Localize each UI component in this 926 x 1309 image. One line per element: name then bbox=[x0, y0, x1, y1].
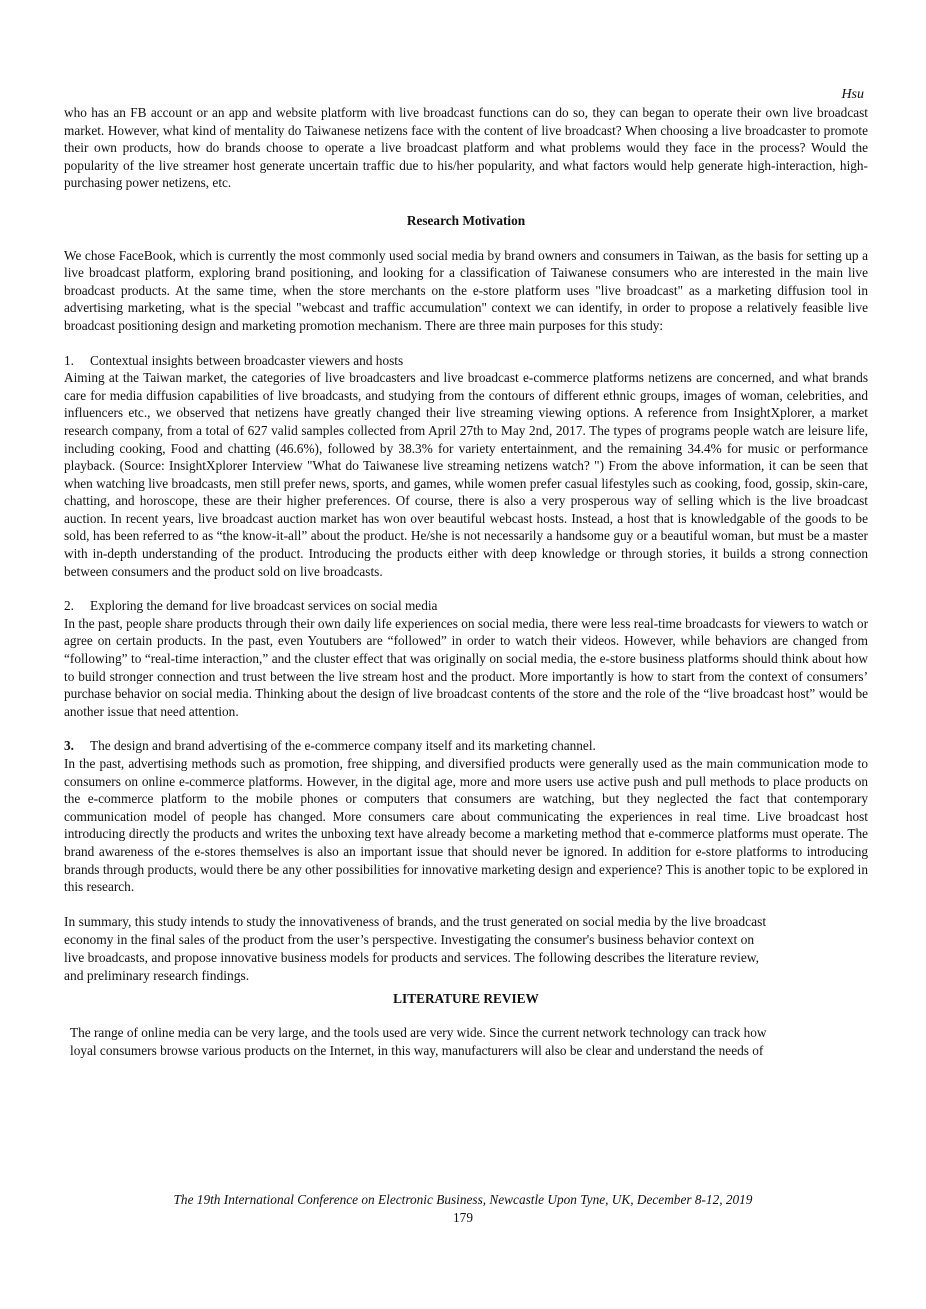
summary-paragraph bbox=[64, 913, 868, 985]
purpose-item-3-number: 3. bbox=[64, 738, 74, 754]
literature-line: The range of online media can be very large, and the tools used are very wide. Since the current network technology can track how bbox=[70, 1025, 767, 1041]
purpose-item-1-number: 1. bbox=[64, 352, 74, 368]
literature-line: loyal consumers browse various products on the Internet, in this way, manufacturers will also be clear and understand the needs of bbox=[70, 1042, 764, 1058]
research-motivation-heading: Research Motivation bbox=[406, 212, 526, 228]
page-number: 179 bbox=[453, 1210, 473, 1225]
motivation-paragraph: We chose FaceBook, which is currently the most commonly used social media by brand owners and consumers in Taiwan, as the basis for setting up a live broadcast platform, exploring brand positioning, and looking for a classification of Taiwanese consumers who are interested in the main live broadcast products. At the same time, when the store merchants on the e-store platform uses "live broadcast" as a marketing diffusion tool in advertising marketing, what is the special "webcast and traffic accumulation" context we can identify, in order to propose a relatively feasible live broadcast positioning design and marketing promotion mechanism. There are three main purposes for this study: bbox=[64, 247, 868, 333]
conference-footer: The 19th International Conference on Electronic Business, Newcastle Upon Tyne, UK, December 8-12, 2019 bbox=[173, 1192, 753, 1207]
page-body bbox=[64, 104, 868, 1060]
purpose-item-2-number: 2. bbox=[64, 598, 74, 614]
purpose-item-3-heading: The design and brand advertising of the e-commerce company itself and its marketing channel. bbox=[90, 738, 596, 754]
summary-line: live broadcasts, and propose innovative business models for products and services. The following describes the literature review, bbox=[64, 949, 760, 965]
purpose-item-2-title bbox=[64, 597, 868, 615]
purpose-item-1-heading: Contextual insights between broadcaster viewers and hosts bbox=[90, 352, 404, 368]
running-head: Hsu bbox=[841, 87, 864, 102]
purpose-item-1-text: Aiming at the Taiwan market, the categories of live broadcasters and live broadcast e-commerce platforms netizens are concerned, and what brands care for media diffusion capabilities of live broadcasts, and studying from the contours of different ethnic groups, images of woman, celebrities, and influencers etc., we observed that netizens have greatly changed their live streaming viewing options. A reference from InsightXplorer, a market research company, from a total of 627 valid samples collected from April 27th to May 2nd, 2017. The types of programs people watch are leisure life, including cooking, Food and chatting (46.6%), followed by 38.3% for variety entertainment, and the remaining 34.4% for music or performance playback. (Source: InsightXplorer Interview "What do Taiwanese live streaming netizens watch? ") From the above information, it can be seen that when watching live broadcasts, men still prefer news, sports, and games, while women prefer casual lifestyles such as cooking, food, gossip, skin-care, chatting, and horoscope, these are their higher preferences. Of course, there is also a very prosperous way of selling which is the live broadcast auction. In recent years, live broadcast auction market has won over beautiful webcast hosts. Instead, a host that is knowledgable of the goods to be sold, has been referred to as “the know-it-all” about the product. He/she is not necessarily a handsome guy or a beautiful woman, but must be a master with in-depth understanding of the product. Introducing the products either with deep knowledge or through stories, it builds a strong connection between consumers and the product sold on live broadcasts. bbox=[64, 370, 868, 579]
purpose-item-1-title bbox=[64, 352, 868, 370]
summary-line: and preliminary research findings. bbox=[64, 967, 250, 983]
literature-review-heading: LITERATURE REVIEW bbox=[393, 990, 539, 1006]
purpose-item-2-text: In the past, people share products through their own daily life experiences on social media, there were less real-time broadcasts for viewers to watch or agree on certain products. In the past, even Youtubers are “followed” in order to watch their videos. However, while behaviors are changed from “following” to “real-time interaction,” and the cluster effect that was originally on social media, the e-store business platforms should think about how to build stronger connection and trust between the live stream host and the product. More importantly is how to start from the context of consumers’ purchase behavior on social media. Thinking about the design of live broadcast contents of the store and the role of the “live broadcast host” would be another issue that need attention. bbox=[64, 615, 868, 719]
summary-line: In summary, this study intends to study the innovativeness of brands, and the trust generated on social media by the live broadcast bbox=[64, 913, 767, 929]
purpose-item-3-title bbox=[64, 737, 868, 755]
literature-paragraph bbox=[64, 1024, 868, 1059]
intro-paragraph: who has an FB account or an app and website platform with live broadcast functions can do so, they can began to operate their own live broadcast market. However, what kind of mentality do Taiwanese netizens face with the content of live broadcast? When choosing a live broadcaster to promote their own products, how do brands choose to operate a live broadcast platform and what problems would they face in the process? Would the popularity of the live streamer host generate uncertain traffic due to his/her popularity, and what factors would help generate high-interaction, high-purchasing power netizens, etc. bbox=[64, 105, 868, 191]
purpose-item-3-text: In the past, advertising methods such as promotion, free shipping, and diversified products were generally used as the main communication mode to consumers on online e-commerce platforms. However, in the digital age, more and more users use active push and pull methods to place products on the e-commerce platform to the mobile phones or computers that consumers are watching, but they neglected the fact that contemporary communication model of people has changed. More consumers care about communicating the experiences in real time. Live broadcast host introducing directly the products and writes the unboxing text have already become a marketing method that e-commerce platforms must operate. The brand awareness of the e-stores themselves is also an important issue that should never be ignored. In addition for e-store platforms to introducing brands through products, would there be any other possibilities for innovative marketing design and experience? This is another topic to be explored in this research. bbox=[64, 756, 868, 895]
summary-line: economy in the final sales of the product from the user’s perspective. Investigating the consumer's business behavior context on bbox=[64, 931, 755, 947]
purpose-item-2-heading: Exploring the demand for live broadcast services on social media bbox=[90, 598, 438, 614]
